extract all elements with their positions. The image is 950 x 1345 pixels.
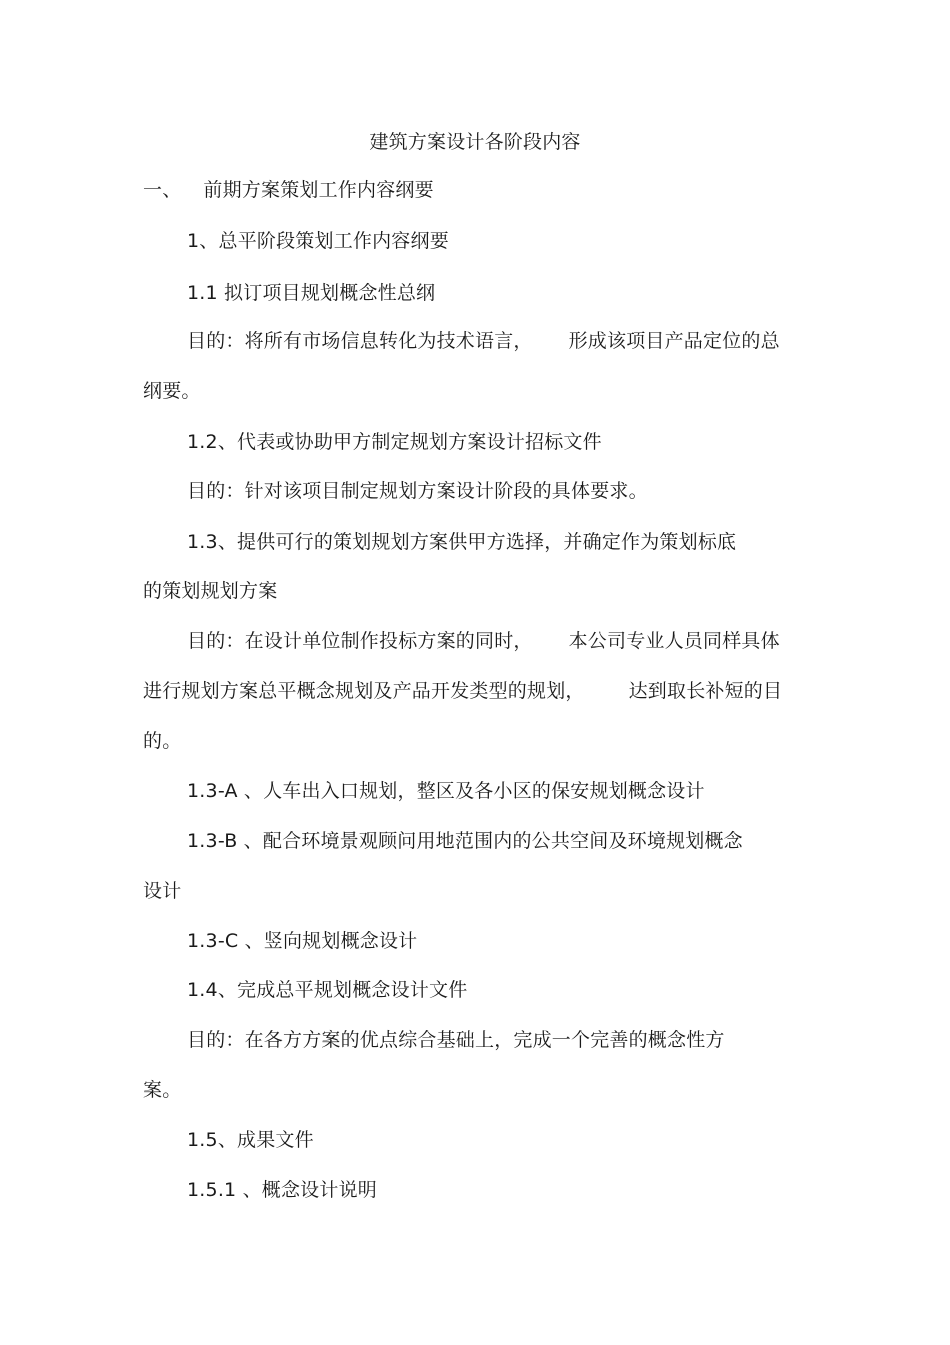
paragraph-line — [187, 629, 780, 653]
document-title: 建筑方案设计各阶段内容 — [369, 131, 581, 153]
text-segment: 达到取长补短的目 — [628, 680, 783, 702]
item-heading: 1.4、完成总平规划概念设计文件 — [187, 979, 468, 1001]
item-heading: 1.1 拟订项目规划概念性总纲 — [187, 282, 436, 304]
item-heading: 1.3-A 、人车出入口规划，整区及各小区的保安规划概念设计 — [187, 780, 705, 802]
paragraph-line: 目的：针对该项目制定规划方案设计阶段的具体要求。 — [187, 480, 648, 502]
item-heading: 1.5、成果文件 — [187, 1129, 314, 1151]
item-heading: 1.2、代表或协助甲方制定规划方案设计招标文件 — [187, 431, 602, 453]
item-heading-continuation: 的策划规划方案 — [143, 580, 278, 602]
text-segment: 目的：在设计单位制作投标方案的同时， — [187, 630, 533, 652]
item-heading: 1.3-C 、竖向规划概念设计 — [187, 930, 418, 952]
subsection-heading: 1、总平阶段策划工作内容纲要 — [187, 230, 449, 252]
text-segment: 进行规划方案总平概念规划及产品开发类型的规划， — [143, 680, 585, 702]
paragraph-line — [187, 329, 780, 353]
item-heading-continuation: 设计 — [143, 880, 182, 902]
section-heading-text: 前期方案策划工作内容纲要 — [203, 179, 434, 201]
paragraph-line: 纲要。 — [143, 380, 201, 402]
section-heading-number: 一、 — [143, 179, 182, 201]
item-heading: 1.3、提供可行的策划规划方案供甲方选择，并确定作为策划标底 — [187, 531, 737, 553]
paragraph-line — [143, 679, 782, 703]
paragraph-line: 的。 — [143, 730, 182, 752]
item-heading: 1.5.1 、概念设计说明 — [187, 1179, 377, 1201]
section-heading — [143, 178, 434, 202]
paragraph-line: 目的：在各方方案的优点综合基础上，完成一个完善的概念性方 — [187, 1029, 725, 1051]
text-segment: 本公司专业人员同样具体 — [568, 630, 780, 652]
paragraph-line: 案。 — [143, 1079, 182, 1101]
item-heading: 1.3-B 、配合环境景观顾问用地范围内的公共空间及环境规划概念 — [187, 830, 743, 852]
text-segment: 目的：将所有市场信息转化为技术语言， — [187, 330, 533, 352]
text-segment: 形成该项目产品定位的总 — [568, 330, 780, 352]
